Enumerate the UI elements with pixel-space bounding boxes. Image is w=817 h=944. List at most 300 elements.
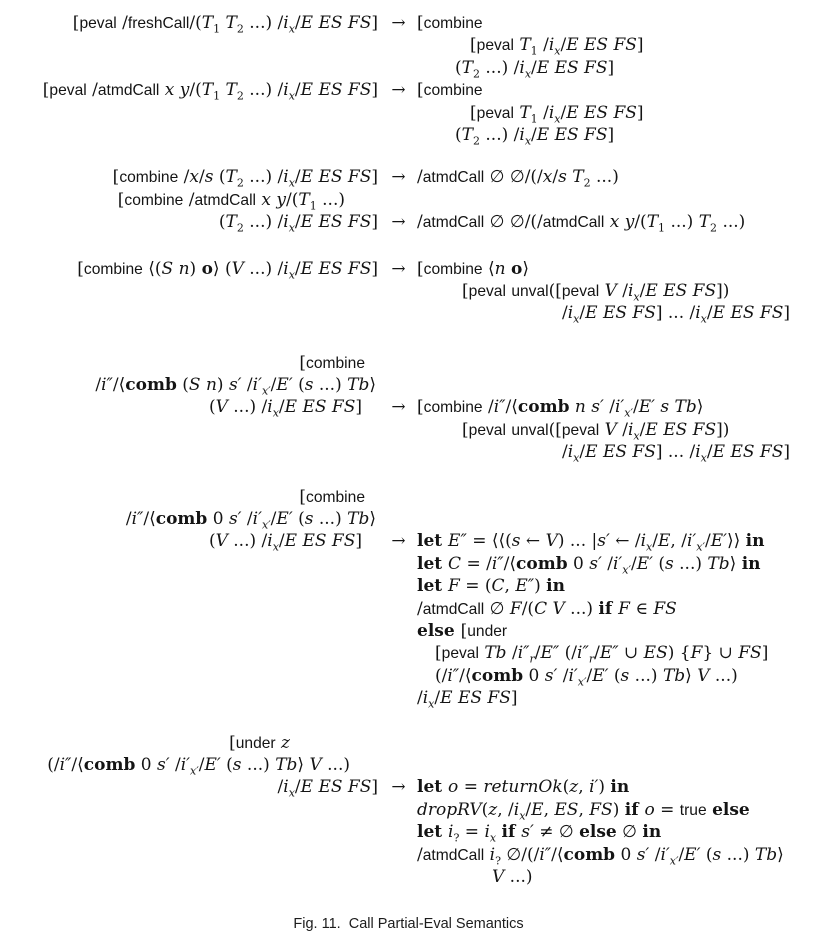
math-segment: Tb [484, 643, 507, 664]
rule-line [0, 866, 817, 888]
math-segment: E ES FS [645, 280, 717, 301]
math-segment: i′ [614, 397, 625, 418]
rewrite-arrow: → [391, 397, 406, 418]
rule-lhs-line [0, 102, 380, 124]
math-segment: E′ [636, 553, 653, 574]
rule-rhs-line [417, 441, 817, 463]
math-segment: i [627, 419, 634, 440]
math-segment: let [417, 531, 449, 552]
math-segment: ([ [548, 419, 562, 440]
math-segment: ← [520, 531, 546, 552]
rule-line [0, 642, 817, 664]
rule-rhs-line [417, 374, 817, 396]
math-segment: E ES FS [585, 303, 656, 324]
math-segment: s T [558, 167, 584, 188]
rewrite-arrow [380, 665, 417, 687]
math-segment: [ [460, 620, 468, 641]
math-segment: s [204, 167, 214, 188]
math-segment: ...) [504, 866, 533, 887]
math-segment: i [489, 844, 496, 865]
math-segment: T [201, 13, 214, 33]
math-segment: C V [534, 598, 565, 619]
math-segment: [ [417, 258, 424, 279]
math-segment: Tb [275, 754, 298, 775]
rule-line [0, 34, 817, 56]
math-segment: i″ [493, 397, 506, 418]
math-segment: V [215, 531, 228, 552]
rule-rhs-line [417, 302, 817, 324]
math-segment: ] [607, 124, 615, 145]
rule-lhs-line [0, 302, 380, 324]
math-segment: [ [299, 352, 307, 373]
math-segment: E ES FS [300, 13, 372, 33]
rewrite-arrow [380, 598, 417, 620]
math-segment: S n [161, 258, 190, 279]
rule-rhs-line [417, 754, 817, 776]
math-segment: Tb [662, 665, 686, 686]
math-segment: / [579, 442, 586, 463]
math-segment: = ( [459, 576, 492, 597]
math-segment: FS [738, 643, 762, 664]
math-subscript: 2 [472, 67, 480, 81]
rule-rhs-line [417, 79, 817, 101]
math-segment: i [567, 303, 574, 324]
math-segment: ⟩ [369, 375, 376, 396]
math-segment: / [241, 509, 253, 530]
math-segment: ] [371, 80, 378, 101]
math-segment: combine [306, 354, 365, 372]
math-segment: V [697, 665, 710, 686]
math-segment: E ES FS [300, 212, 372, 233]
math-segment: ] [783, 442, 790, 463]
math-segment: E ES FS [300, 80, 372, 101]
math-subscript: 1 [213, 89, 221, 103]
math-segment: ...) / [243, 80, 284, 101]
math-subscript: x [524, 134, 532, 148]
math-segment: i [513, 799, 520, 820]
rule-rhs-line [417, 687, 817, 709]
math-subscript: x′ [696, 540, 705, 554]
math-segment: combine [306, 488, 365, 506]
math-segment: ] [355, 531, 362, 552]
math-segment: atmdCall [422, 169, 485, 187]
math-segment: peval [468, 421, 506, 439]
rule-rhs-line [417, 280, 817, 302]
math-segment: (/ [435, 665, 448, 686]
math-segment: [ [229, 732, 236, 753]
math-segment: [ [42, 80, 50, 101]
rewrite-arrow [380, 102, 417, 124]
rule-rhs-line [417, 508, 817, 530]
math-segment: / [678, 844, 685, 865]
math-segment: ( [608, 665, 621, 686]
rule-rhs-line [417, 166, 817, 188]
math-subscript: x [428, 697, 435, 711]
math-segment: i [267, 531, 273, 552]
math-segment: E″ [540, 643, 560, 664]
math-segment: x y [164, 80, 190, 101]
math-segment: ...) [564, 598, 599, 619]
math-segment: T [201, 80, 214, 101]
rule-rhs-line [417, 258, 817, 280]
math-segment: in [642, 822, 662, 843]
math-subscript: x [288, 22, 295, 36]
math-segment: } ∪ [702, 643, 739, 664]
math-segment: /⟨ [459, 665, 472, 686]
rule-lhs-line [0, 352, 380, 374]
math-segment: ] [355, 397, 362, 418]
math-segment: , [543, 799, 555, 820]
math-segment: E ES FS [712, 442, 784, 463]
math-segment: i [283, 80, 289, 101]
math-subscript: x [288, 267, 295, 281]
rule-rhs-line [417, 866, 817, 888]
math-segment: /⟨ [71, 754, 84, 775]
math-segment: / [552, 167, 559, 188]
math-segment: if [501, 822, 522, 843]
math-segment: dropRV [417, 799, 482, 820]
math-segment: / [277, 777, 284, 798]
math-segment: / [601, 553, 613, 574]
math-segment: E ES FS [440, 688, 511, 709]
math-segment: ] ... / [655, 303, 696, 324]
rewrite-arrow: → [391, 13, 406, 33]
rewrite-arrow [380, 34, 417, 56]
math-segment: = [458, 777, 484, 798]
math-segment: ...) [721, 844, 755, 865]
math-segment: ∅ [616, 822, 643, 843]
math-segment: i [283, 777, 289, 798]
math-segment: ( [652, 553, 666, 574]
math-segment: s [712, 844, 722, 865]
math-segment: E ES FS [645, 419, 717, 440]
rewrite-rule [0, 12, 817, 79]
math-segment: comb [471, 665, 524, 686]
math-segment: comb [517, 397, 570, 418]
rule-line [0, 553, 817, 575]
math-segment: i″ [491, 553, 504, 574]
math-segment: i″ [517, 643, 530, 664]
math-segment: E ES FS [566, 102, 637, 123]
math-segment: / [482, 397, 494, 418]
math-segment: x [189, 167, 199, 188]
math-segment: /( [634, 212, 647, 233]
math-segment: T [698, 212, 711, 233]
math-subscript: ? [495, 853, 502, 867]
math-segment: ( [176, 375, 189, 396]
math-segment: ) { [667, 643, 691, 664]
math-segment: / [199, 167, 205, 188]
math-segment: E ES FS [536, 57, 608, 78]
math-segment: ( [292, 375, 305, 396]
rewrite-rule [0, 189, 817, 234]
math-segment: ...) [321, 754, 350, 775]
math-segment: ...) / [243, 13, 284, 33]
math-segment: o [511, 258, 523, 279]
math-segment: i″ [539, 844, 552, 865]
rewrite-arrow [380, 575, 417, 597]
math-segment: / [616, 280, 628, 301]
math-segment: / [270, 375, 277, 396]
rule-line [0, 352, 817, 374]
rule-lhs-line [0, 374, 380, 396]
math-segment: T [298, 189, 310, 210]
math-segment: E ES FS [284, 531, 356, 552]
rewrite-arrow [380, 844, 417, 866]
math-segment: E [531, 799, 544, 820]
math-segment: ) [534, 576, 547, 597]
rule-lhs-line [0, 396, 380, 418]
math-segment: = / [461, 553, 492, 574]
rewrite-rule [0, 79, 817, 146]
math-segment: , [578, 777, 590, 798]
math-segment: T [646, 212, 659, 233]
rule-rhs-line [417, 642, 817, 664]
rewrite-arrow [380, 302, 417, 324]
rewrite-arrow [380, 821, 417, 843]
math-segment: / [704, 531, 711, 552]
math-segment: ...) [241, 754, 276, 775]
math-segment: E′ [592, 665, 609, 686]
math-subscript: x′ [190, 764, 199, 778]
rule-rhs-line [417, 575, 817, 597]
math-segment: / [294, 212, 301, 233]
math-segment: / [632, 397, 639, 418]
math-segment: comb [563, 844, 616, 865]
math-segment: peval [476, 104, 514, 122]
math-segment: ) ... | [557, 531, 598, 552]
math-subscript: x [700, 451, 707, 465]
math-segment: T [220, 80, 237, 101]
rule-rhs-line [417, 553, 817, 575]
rule-line [0, 57, 817, 79]
math-segment: [ [417, 397, 424, 418]
math-segment: s [232, 754, 242, 775]
math-segment: = ⟨⟨( [466, 531, 512, 552]
math-segment: E″ [448, 531, 467, 552]
math-segment: atmdCall [422, 214, 485, 232]
math-segment: under [235, 734, 276, 752]
math-segment: ( [455, 124, 462, 145]
math-segment: comb [516, 553, 568, 574]
math-segment: n [494, 258, 506, 279]
math-segment: returnOk [483, 777, 563, 798]
math-segment: / [562, 442, 568, 463]
rule-lhs-line [0, 732, 380, 754]
math-segment: i [448, 822, 454, 843]
math-subscript: 2 [236, 176, 244, 190]
math-segment: atmdCall [422, 846, 485, 864]
math-segment: if [624, 799, 645, 820]
math-subscript: 1 [213, 22, 221, 36]
math-segment: combine [423, 260, 483, 278]
math-segment: combine [423, 15, 483, 32]
math-subscript: x [519, 809, 526, 823]
math-subscript: x [272, 406, 279, 420]
math-segment: F [618, 598, 630, 619]
math-subscript: 1 [658, 221, 666, 235]
math-segment: x y [261, 189, 287, 210]
math-segment: [ [435, 643, 442, 664]
math-segment: ← / [609, 531, 641, 552]
math-segment: ...) [590, 167, 619, 188]
rule-line [0, 211, 817, 233]
rule-line [0, 102, 817, 124]
math-segment: / [241, 375, 253, 396]
math-segment: / [537, 35, 549, 56]
math-segment: , / [497, 799, 514, 820]
math-segment: FS [589, 799, 613, 820]
rule-lhs-line [0, 575, 380, 597]
math-segment: V [604, 419, 617, 440]
rule-line [0, 754, 817, 776]
math-segment: ...) / [243, 212, 284, 233]
math-subscript: x [554, 44, 561, 58]
rule-rhs-line [417, 12, 817, 34]
math-segment: 0 [523, 665, 545, 686]
math-segment: / [294, 258, 301, 279]
figure-caption: Fig. 11. Call Partial-Eval Semantics [293, 916, 524, 933]
math-subscript: x [288, 221, 295, 235]
math-segment: ...) [709, 665, 738, 686]
rule-line [0, 302, 817, 324]
math-segment: i [548, 102, 555, 123]
math-segment: s′ [589, 553, 602, 574]
math-segment: /⟨ [503, 553, 517, 574]
math-subscript: 1 [530, 44, 538, 58]
math-segment: let [417, 822, 449, 843]
rule-line [0, 441, 817, 463]
math-segment: under [467, 622, 508, 640]
math-segment: s [304, 375, 314, 396]
math-segment: ∅ ∅/(/ [484, 167, 543, 188]
rule-line [0, 687, 817, 709]
math-segment: FS [653, 598, 677, 619]
math-segment: i″ [101, 375, 113, 396]
rule-rhs-line [417, 124, 817, 146]
rewrite-arrow: → [391, 777, 406, 798]
math-segment: / [434, 688, 441, 709]
math-segment: comb [155, 509, 208, 530]
rule-lhs-line [0, 79, 380, 101]
math-segment: ⟩ [297, 754, 310, 775]
rewrite-rule [0, 352, 817, 464]
math-segment: / [630, 553, 637, 574]
math-segment: Tb [754, 844, 778, 865]
rule-lhs-line [0, 419, 380, 441]
math-segment: [ [117, 189, 125, 210]
math-segment: (/ [559, 643, 578, 664]
math-segment: / [294, 167, 301, 188]
math-subscript: 2 [583, 176, 591, 190]
math-segment: / [125, 509, 132, 530]
rule-line [0, 776, 817, 798]
math-segment: else [579, 822, 617, 843]
math-segment: ∅/(/ [501, 844, 540, 865]
math-segment: / [294, 80, 301, 101]
rule-line [0, 620, 817, 642]
math-segment: C [491, 576, 505, 597]
math-segment: i′ [180, 754, 191, 775]
math-segment: ...) / [227, 397, 268, 418]
math-segment: atmdCall [97, 82, 160, 100]
math-segment: ] [636, 102, 644, 123]
math-segment: / [562, 303, 568, 324]
math-segment: peval [561, 421, 600, 439]
math-segment: comb [83, 754, 136, 775]
math-segment: / [525, 799, 532, 820]
math-segment: i [283, 167, 289, 188]
math-subscript: x′ [261, 384, 271, 398]
math-segment: / [198, 754, 205, 775]
rule-line [0, 732, 817, 754]
rewrite-arrow [380, 280, 417, 302]
math-segment: E ES FS [536, 124, 608, 145]
math-segment: i [567, 442, 574, 463]
math-segment: ( [455, 57, 462, 78]
math-segment: i [283, 258, 289, 279]
rewrite-arrow [380, 374, 417, 396]
math-segment: , / [670, 531, 687, 552]
math-segment: i [640, 531, 647, 552]
rule-rhs-line [417, 34, 817, 56]
rule-line [0, 665, 817, 687]
math-segment: let [417, 576, 449, 597]
math-segment: E′ [276, 509, 293, 530]
math-segment: ([ [548, 280, 562, 301]
math-segment: ⟩⟩ [726, 531, 746, 552]
math-segment: ] [371, 167, 378, 188]
rule-rhs-line [417, 799, 817, 821]
math-segment: = [654, 799, 680, 820]
rule-lhs-line [0, 124, 380, 146]
math-subscript: x [554, 111, 561, 125]
math-segment: / [616, 419, 628, 440]
math-segment: i″ [131, 509, 144, 530]
rule-line [0, 844, 817, 866]
math-segment: ] [371, 212, 378, 233]
math-segment: / [639, 419, 646, 440]
rewrite-rule [0, 732, 817, 889]
math-segment: ...) [673, 553, 708, 574]
math-segment: ]) [716, 280, 730, 301]
rewrite-arrow [380, 441, 417, 463]
math-segment: / [652, 531, 658, 552]
rule-rhs-line [417, 776, 817, 798]
rewrite-arrow [380, 419, 417, 441]
rewrite-arrow [380, 57, 417, 79]
math-segment: i [283, 212, 289, 233]
math-segment: else [417, 620, 461, 641]
math-segment: combine [83, 260, 143, 278]
rule-line [0, 12, 817, 34]
rule-lhs-line [0, 530, 380, 552]
math-segment: ] [510, 688, 518, 709]
math-segment: ]) [716, 419, 730, 440]
math-segment: ...) [629, 665, 663, 686]
rule-line [0, 530, 817, 552]
math-segment: [ [299, 486, 307, 507]
math-segment: ] [607, 57, 615, 78]
math-segment: ] [761, 643, 769, 664]
rewrite-arrow: → [391, 531, 406, 552]
math-segment: o [448, 777, 459, 798]
math-segment: / [560, 102, 567, 123]
rule-rhs-line [417, 530, 817, 552]
math-segment: s [620, 665, 630, 686]
rule-rhs-line [417, 396, 817, 418]
rule-lhs-line [0, 642, 380, 664]
